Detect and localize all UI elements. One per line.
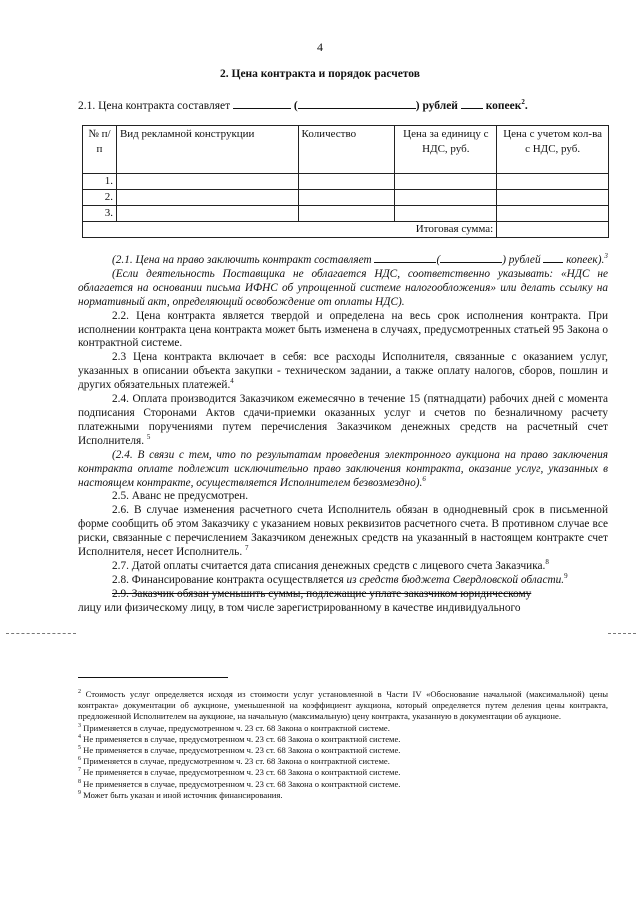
page-break-line-left	[6, 633, 76, 634]
row-number: 1.	[83, 174, 117, 190]
footnote-ref-6: 6	[422, 474, 426, 483]
total-value-cell	[497, 222, 609, 238]
footnote-ref-7: 7	[245, 544, 249, 553]
table-cell	[497, 206, 609, 222]
page-break-line-right	[608, 633, 636, 634]
contract-body	[78, 253, 608, 616]
table-cell	[116, 174, 298, 190]
footnote-ref-3: 3	[604, 252, 608, 261]
table-cell	[497, 174, 609, 190]
contract-price-line	[78, 98, 528, 112]
table-cell	[298, 190, 395, 206]
table-row	[83, 206, 609, 222]
table-cell	[116, 206, 298, 222]
table-cell	[116, 190, 298, 206]
kop-blank	[461, 99, 483, 109]
paragraph-nds-note: (Если деятельность Поставщика не облагается НДС, соответственно указывать: «НДС не облагается на основании письма ИФНС об упрощенной системе налогообложения» или делать ссылку на нормативный акт, определяющий освобождение от оплаты НДС).	[78, 267, 608, 308]
col-header-type: Вид рекламной конструкции	[116, 126, 298, 174]
table-row	[83, 174, 609, 190]
footnote-ref-9: 9	[564, 572, 568, 581]
price-words-blank	[298, 99, 416, 109]
page-number: 4	[317, 40, 323, 54]
table-total-row	[83, 222, 609, 238]
col-header-unit-price: Цена за единицу с НДС, руб.	[395, 126, 497, 174]
price-kop: копеек	[485, 99, 522, 112]
footnote-ref-8: 8	[545, 558, 549, 567]
row-number: 3.	[83, 206, 117, 222]
footnote-item: $^9$ Может быть указан и иной источник финансирования.	[78, 789, 283, 800]
price-open-paren: (	[293, 99, 298, 112]
footnote-ref-2: 2	[521, 98, 525, 106]
footnote-item: $^8$ Не применяется в случае, предусмотренном ч. 23 ст. 68 Закона о контрактной системе.	[78, 778, 401, 789]
footnote-item: $^2$ Стоимость услуг определяется исходя из стоимости услуг установленной в Части IV «Обоснование начальной (максимальной) цены контракта» документации об аукционе, уменьшенной на коэффициент аукциона, который определяется путем деления цены контракта, предложенной Исполнителем на аукционе, на начальную (максимальную) цену контракта, указанную в документации об аукционе.	[78, 689, 608, 722]
col-header-num: № п/п	[83, 126, 117, 174]
footnote-item: $^6$ Применяется в случае, предусмотренном ч. 23 ст. 68 Закона о контрактной системе.	[78, 756, 390, 767]
paragraph-2-2: 2.2. Цена контракта является твердой и определена на весь срок исполнения контракта. При исполнении контракта цена контракта может быть изменена в случаях, предусмотренных статьей 95 Закона о контрактной системе.	[78, 309, 608, 350]
table-cell	[395, 190, 497, 206]
section-title: 2. Цена контракта и порядок расчетов	[220, 68, 420, 80]
footnote-item: $^3$ Применяется в случае, предусмотренном ч. 23 ст. 68 Закона о контрактной системе.	[78, 722, 390, 733]
spec-table	[82, 125, 609, 238]
price-end: .	[524, 99, 528, 112]
table-header-row	[83, 126, 609, 174]
footnote-item: $^4$ Не применяется в случае, предусмотренном ч. 23 ст. 68 Закона о контрактной системе.	[78, 733, 401, 744]
footnote-item: $^7$ Не применяется в случае, предусмотренном ч. 23 ст. 68 Закона о контрактной системе.	[78, 767, 401, 778]
paragraph-2-4-alt: (2.4. В связи с тем, что по результатам проведения электронного аукциона на право заключения контракта оплате подлежит исключительно право заключения контракта, оказание услуг, указанных в настоящем контракте, осуществляется Исполнителем безвозмездно).$^6$	[78, 448, 608, 489]
footnote-item: $^5$ Не применяется в случае, предусмотренном ч. 23 ст. 68 Закона о контрактной системе.	[78, 745, 401, 756]
total-label: Итоговая сумма:	[83, 222, 497, 238]
table-cell	[395, 174, 497, 190]
paragraph-2-3: 2.3 Цена контракта включает в себя: все расходы Исполнителя, связанные с оказанием услуг, указанных в описании объекта закупки - техническом задании, а также оплату налогов, сборов, пошлин и других обязательных платежей.$^4$	[78, 351, 608, 392]
col-header-qty: Количество	[298, 126, 395, 174]
footnote-ref-4: 4	[230, 377, 234, 386]
paragraph-2-8: 2.8. Финансирование контракта осуществляется из средств бюджета Свердловской области.$^9$	[112, 572, 568, 586]
table-cell	[298, 174, 395, 190]
table-cell	[395, 206, 497, 222]
paragraph-2-9-cont: лицу или физическому лицу, в том числе зарегистрированному в качестве индивидуального	[78, 601, 521, 614]
row-number: 2.	[83, 190, 117, 206]
paragraph-2-1-alt: (2.1. Цена на право заключить контракт составляет ( ) рублей копеек).$^3$	[112, 252, 608, 266]
paragraph-2-9: 2.9. Заказчик обязан уменьшить суммы, подлежащие уплате заказчиком юридическому	[112, 587, 532, 600]
price-rub: ) рублей	[415, 99, 458, 112]
table-cell	[497, 190, 609, 206]
paragraph-2-6: 2.6. В случае изменения расчетного счета Исполнитель обязан в однодневный срок в письменной форме сообщить об этом Заказчику с указанием новых реквизитов расчетного счета. В противном случае все риски, связанные с перечислением Заказчиком денежных средств на указанный в настоящем контракте счет Исполнителя, несет Исполнитель. $^7$	[78, 504, 608, 559]
footnotes	[78, 689, 608, 801]
footnote-separator	[78, 677, 228, 678]
paragraph-2-5: 2.5. Аванс не предусмотрен.	[112, 490, 249, 503]
footnote-ref-5: 5	[146, 433, 151, 442]
paragraph-2-7: 2.7. Датой оплаты считается дата списания денежных средств с лицевого счета Заказчика.$^8$	[112, 558, 549, 572]
price-prefix: 2.1. Цена контракта составляет	[78, 99, 231, 112]
paragraph-2-4: 2.4. Оплата производится Заказчиком ежемесячно в течение 15 (пятнадцати) рабочих дней с момента подписания Сторонами Актов сдачи-приемки оказанных услуг и счетов по безналичному расчету платежными поручениями путем перечисления Заказчиком денежных средств на расчетный счет Исполнителя. $^5$	[78, 393, 608, 447]
price-blank	[233, 99, 291, 109]
table-row	[83, 190, 609, 206]
table-cell	[298, 206, 395, 222]
col-header-total-price: Цена с учетом кол-ва с НДС, руб.	[497, 126, 609, 174]
